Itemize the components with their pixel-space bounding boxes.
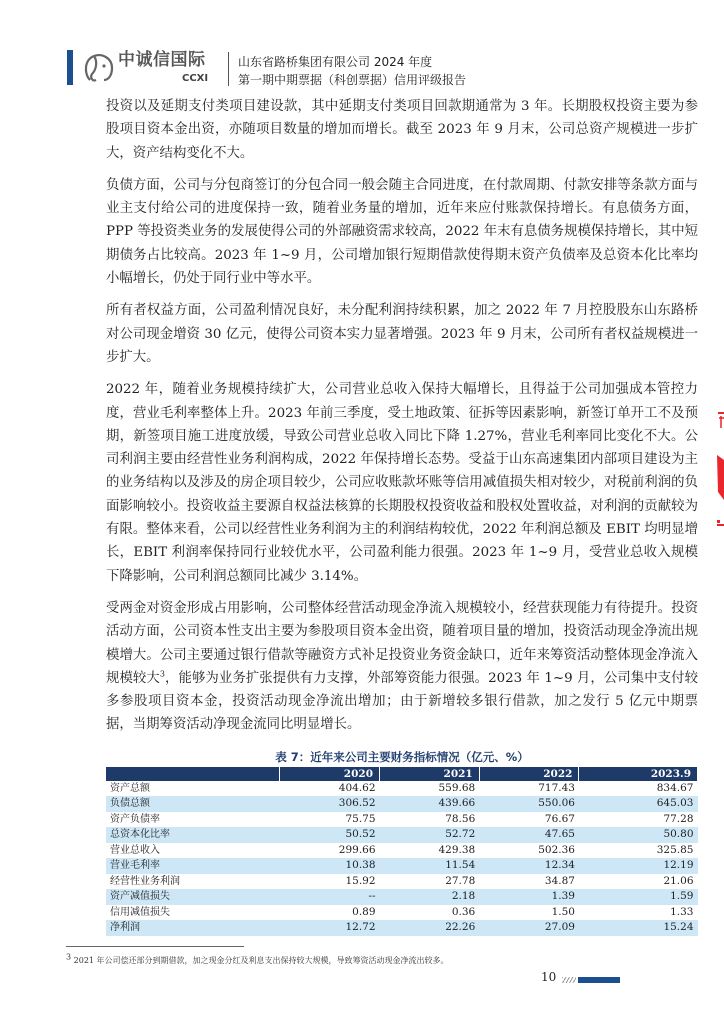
paragraph-equity: 所有者权益方面，公司盈利情况良好，未分配利润持续积累，加之 2022 年 7 月控股股东山东路桥对公司现金增资 30 亿元，使得公司资本实力显著增强。2023 年 9 月末，公司所有者权益规模进一步扩大。 (106, 303, 698, 365)
cell-value: 15.92 (345, 874, 376, 887)
report-title (238, 53, 466, 89)
row-label: 经营性业务利润 (110, 875, 180, 887)
cell-value: 21.06 (663, 874, 694, 887)
page-number: 10 (541, 970, 557, 984)
logo-chinese-name: 中诚信国际 (118, 50, 206, 70)
page-number-bar (578, 977, 620, 983)
page-number-hatch-decoration (562, 977, 576, 983)
cell-value: 77.28 (663, 812, 694, 825)
cell-value: 0.89 (352, 905, 376, 918)
cell-value: 299.66 (338, 843, 376, 856)
paragraph-liabilities: 负债方面，公司与分包商签订的分包合同一般会随主合同进度，在付款周期、付款安排等条款方面与业主支付给公司的进度保持一致，随着业务量的增加，近年来应付账款保持增长。有息债务方面，PPP 等投资类业务的发展使得公司的外部融资需求较高，2022 年末有息债务规模保持增长，其中短期债务占比较高。2023 年 1~9 月，公司增加银行短期借款使得期末资产负债率及总资本化比率均小幅增长，仍处于同行业中等水平。 (106, 177, 698, 287)
cell-value: 429.38 (438, 843, 476, 856)
cell-value: 78.56 (445, 812, 476, 825)
body-text (106, 95, 698, 737)
row-label: 负债总额 (106, 796, 280, 812)
paragraph-cashflow (106, 597, 698, 737)
cell-value: 50.80 (579, 827, 698, 843)
cell-value: 2.18 (380, 889, 480, 905)
cell-value: 1.33 (670, 905, 694, 918)
cell-value: 1.50 (551, 905, 575, 918)
column-header: 2021 (380, 767, 480, 781)
header-divider (228, 52, 229, 86)
cell-value: 404.62 (338, 781, 376, 794)
footnote-divider (66, 946, 244, 947)
cell-value: 75.75 (345, 812, 376, 825)
cell-value: 1.39 (479, 889, 579, 905)
paragraph-profitability: 2022 年，随着业务规模持续扩大，公司营业总收入保持大幅增长，且得益于公司加强成本管控力度，营业毛利率整体上升。2023 年前三季度，受土地政策、征拆等因素影响，新签订单开工不及预期，新签项目施工进度放缓，导致公司营业总收入同比下降 1.27%，营业毛利率同比变化不大。公司利润主要由经营性业务利润构成，2022 年保持增长态势。受益于山东高速集团内部项目建设为主的业务结构以及涉及的房企项目较少，公司应收账款坏账等信用减值损失相对较少，对税前利润的负面影响较小。投资收益主要源自权益法核算的长期股权投资收益和股权处置收益，对利润的贡献较为有限。整体来看，公司以经营性业务利润为主的利润结构较优，2022 年利润总额及 EBIT 均明显增长，EBIT 利润率保持同行业较优水平，公司盈利能力很强。2023 年 1~9 月，受营业总收入规模下降影响，公司利润总额同比减少 3.14%。 (106, 382, 698, 584)
footnote-area (66, 946, 698, 967)
cell-value: -- (280, 889, 380, 905)
cell-value: 717.43 (538, 781, 575, 794)
header-accent-bar (67, 50, 73, 85)
footnote (66, 952, 698, 967)
cell-value: 12.72 (280, 920, 380, 936)
column-header: 2022 (479, 767, 579, 781)
column-header: 2020 (280, 767, 380, 781)
table-caption: 表 7：近年来公司主要财务指标情况（亿元、%） (275, 749, 529, 764)
row-label: 净利润 (106, 920, 280, 936)
page-content (66, 95, 699, 967)
table-row (106, 796, 698, 812)
cell-value: 306.52 (280, 796, 380, 812)
cell-value: 11.54 (380, 858, 480, 874)
table-row (106, 827, 698, 843)
footnote-text: 2021 年公司偿还部分到期借款，加之现金分红及利息支出保持较大规模，导致筹资活动现金净流出较多。 (73, 955, 449, 965)
cell-value: 10.38 (280, 858, 380, 874)
cell-value: 559.68 (438, 781, 476, 794)
cell-value: 15.24 (579, 920, 698, 936)
cell-value: 27.09 (479, 920, 579, 936)
cell-value: 834.67 (656, 781, 694, 794)
cell-value: 52.72 (380, 827, 480, 843)
cell-value: 1.59 (579, 889, 698, 905)
table-header-row (106, 767, 698, 781)
column-header (106, 767, 280, 781)
row-label: 资产减值损失 (106, 889, 280, 905)
cashflow-text-a: 受两金对资金形成占用影响，公司整体经营活动现金净流入规模较小，经营获现能力有待提升。投资活动方面，公司资本性支出主要为参股项目资本金出资，随着项目量的增加，投资活动现金净流出规模增大。公司主要通过银行借款等融资方式补足投资业务资金缺口，近年来筹资活动整体现金净流入规模较大 (106, 600, 698, 686)
table-row (106, 889, 698, 905)
cell-value: 502.36 (538, 843, 575, 856)
row-label: 资产负债率 (110, 813, 160, 825)
cell-value: 12.19 (579, 858, 698, 874)
cell-value: 47.65 (479, 827, 579, 843)
table-row (106, 905, 698, 921)
row-label: 总资本化比率 (106, 827, 280, 843)
cell-value: 439.66 (380, 796, 480, 812)
ccxi-logo (82, 50, 222, 88)
row-label: 营业毛利率 (106, 858, 280, 874)
cell-value: 27.78 (445, 874, 476, 887)
paragraph-assets: 投资以及延期支付类项目建设款，其中延期支付类项目回款期通常为 3 年。长期股权投资主要为参股项目资本金出资，亦随项目数量的增加而增长。截至 2023 年 9 月末，公司总资产规模进一步扩大，资产结构变化不大。 (106, 99, 698, 161)
cell-value: 76.67 (544, 812, 575, 825)
footnote-mark: 3 (66, 952, 72, 962)
table-row (106, 812, 698, 828)
cell-value: 34.87 (544, 874, 575, 887)
logo-english-name: CCXI (182, 73, 209, 84)
table-row (106, 874, 698, 890)
table-row (106, 843, 698, 859)
financial-indicators-table (106, 767, 698, 936)
row-label: 信用减值损失 (110, 906, 170, 918)
cell-value: 550.06 (479, 796, 579, 812)
row-label: 营业总收入 (110, 844, 160, 856)
cell-value: 50.52 (280, 827, 380, 843)
cell-value: 0.36 (451, 905, 476, 918)
report-title-line1: 山东省路桥集团有限公司 2024 年度 (238, 55, 433, 69)
elephant-logo-icon (82, 52, 116, 86)
partial-red-seal-icon (711, 400, 724, 530)
footnote-ref[interactable]: 3 (159, 669, 165, 679)
cell-value: 22.26 (380, 920, 480, 936)
row-label: 资产总额 (110, 782, 150, 794)
table-row (106, 781, 698, 797)
cashflow-text-b: ，能够为业务扩张提供有力支撑，外部筹资能力很强。2023 年 1~9 月，公司集中支付较多参股项目资本金，投资活动现金净流出增加；由于新增较多银行借款，加之发行 5 亿元中期票据，当期筹资活动净现金流同比明显增长。 (106, 670, 699, 733)
table-row (106, 920, 698, 936)
report-title-line2: 第一期中期票据（科创票据）信用评级报告 (238, 73, 467, 87)
cell-value: 325.85 (656, 843, 694, 856)
table-row (106, 858, 698, 874)
cell-value: 645.03 (579, 796, 698, 812)
cell-value: 12.34 (479, 858, 579, 874)
column-header: 2023.9 (579, 767, 698, 781)
